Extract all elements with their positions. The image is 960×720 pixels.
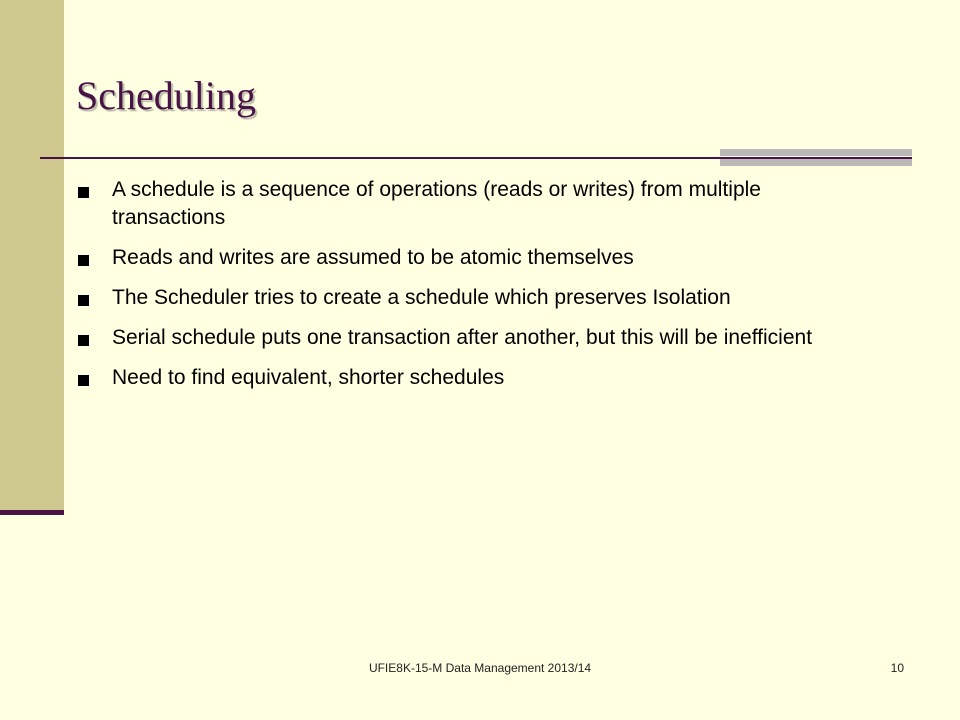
slide-title: Scheduling [76,73,256,118]
left-band-underline [0,510,64,515]
page-number: 10 [890,661,904,675]
bullet-list [78,176,868,404]
bullet-text: The Scheduler tries to create a schedule which preserves Isolation [112,286,731,309]
square-bullet-icon [78,335,89,346]
divider-accent-block-bottom [720,159,912,166]
left-decorative-band [0,0,64,512]
bullet-item [78,244,868,272]
square-bullet-icon [78,255,89,266]
bullet-text: Serial schedule puts one transaction after another, but this will be inefficient [112,326,813,349]
divider-accent-blocks [720,149,912,167]
bullet-item [78,364,868,392]
bullet-item [78,324,868,352]
slide-footer: UFIE8K-15-M Data Management 2013/14 [368,661,592,675]
bullet-item [78,284,868,312]
bullet-text: Reads and writes are assumed to be atomic themselves [112,246,634,269]
bullet-item [78,176,868,232]
divider-accent-block-top [720,149,912,156]
bullet-text: A schedule is a sequence of operations (reads or writes) from multiple transactions [112,178,761,229]
square-bullet-icon [78,295,89,306]
square-bullet-icon [78,375,89,386]
square-bullet-icon [78,187,89,198]
bullet-text: Need to find equivalent, shorter schedules [112,366,505,389]
